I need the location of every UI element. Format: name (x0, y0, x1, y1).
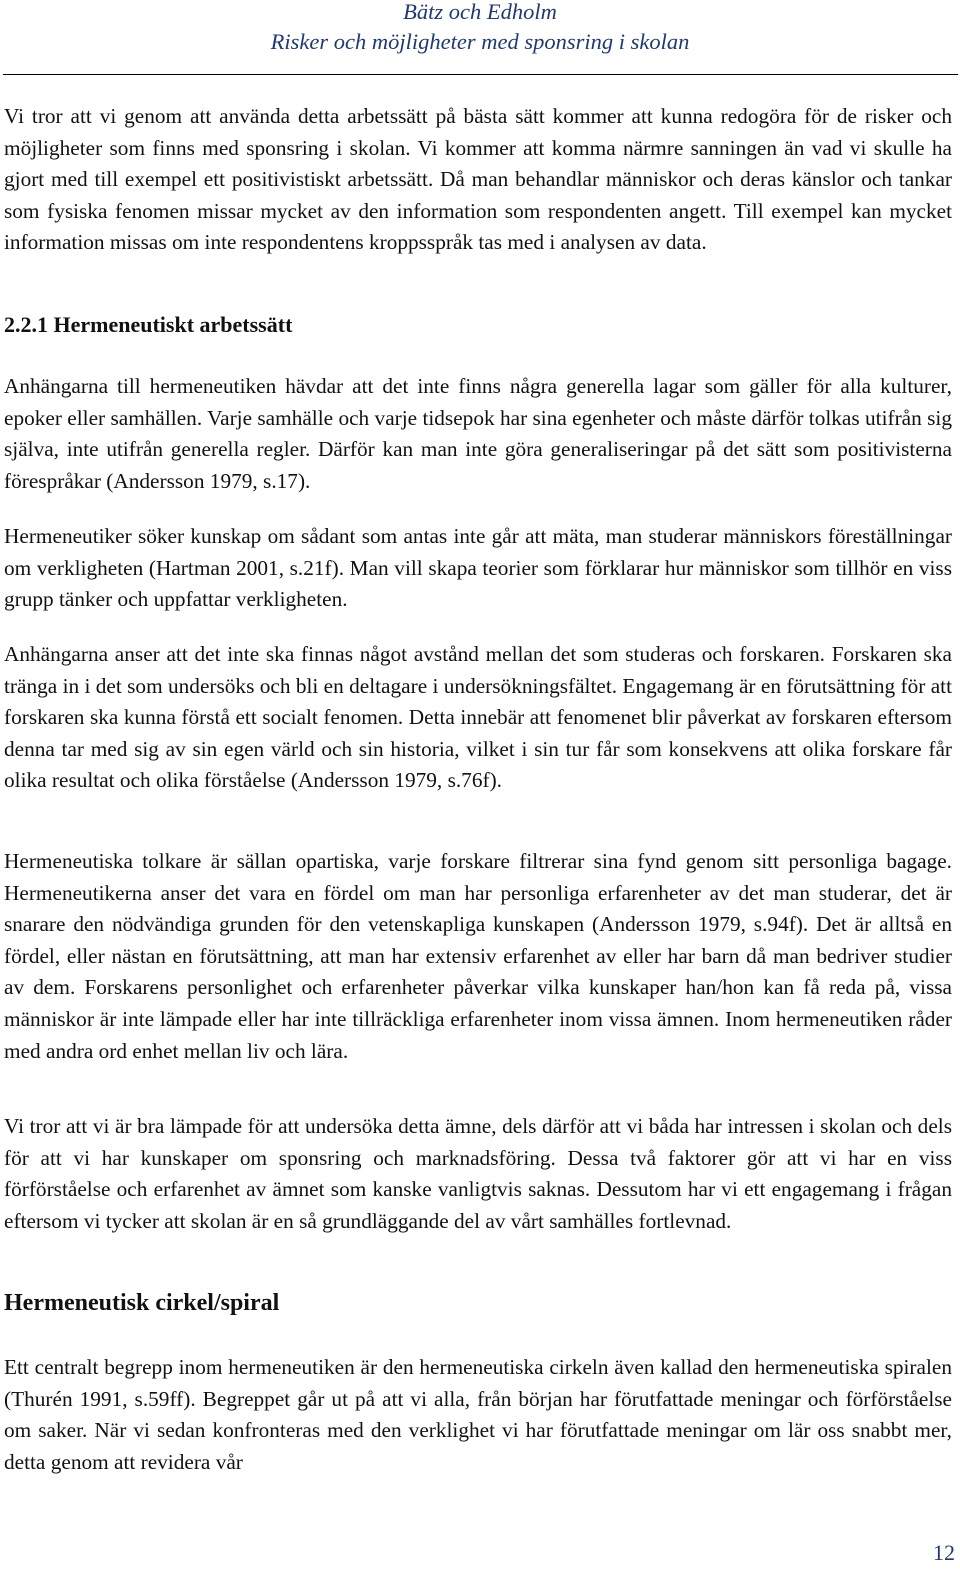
section-heading-hermeneutics: 2.2.1 Hermeneutiskt arbetssätt (4, 312, 293, 337)
paragraph-hermeneutics-laws: Anhängarna till hermeneutiken hävdar att det inte finns några generella lagar som gäller för alla kulturer, epoker eller samhällen. Varje samhälle och varje tidsepok har sina egenheter och måste därför tolkas utifrån sig själva, inte utifrån generella regler. Därför kan man inte göra generaliseringar på det sätt som positivisterna förespråkar (Andersson 1979, s.17). (4, 374, 952, 493)
header-rule (3, 74, 958, 75)
paragraph-method-intro: Vi tror att vi genom att använda detta arbetssätt på bästa sätt kommer att kunna redogöra för de risker och möjligheter som finns med sponsring i skolan. Vi kommer att komma närmre sanningen än vad vi skulle ha gjort med till exempel ett positivistiskt arbetssätt. Då man behandlar människor och deras känslor och tankar som fysiska fenomen missar mycket av den information som respondenten angett. Till exempel kan mycket information missas om inte respondentens kroppsspråk tas med i analysen av data. (4, 104, 952, 255)
paragraph-hermeneutics-knowledge: Hermeneutiker söker kunskap om sådant som antas inte går att mäta, man studerar människors föreställningar om verkligheten (Hartman 2001, s.21f). Man vill skapa teorier som förklarar hur människor som tillhör en viss grupp tänker och uppfattar verkligheten. (4, 524, 952, 612)
paragraph-interpreters: Hermeneutiska tolkare är sällan opartiska, varje forskare filtrerar sina fynd genom sitt personliga bagage. Hermeneutikerna anser det vara en fördel om man har personliga erfarenheter av det man studerar, det är snarare den nödvändiga grunden för den vetenskapliga kunskapen (Andersson 1979, s.94f). Det är alltså en fördel, eller nästan en förutsättning, att man har extensiv erfarenhet av eller har barn då man bedriver studier av dem. Forskarens personlighet och erfarenheter påverkar vilka kunskaper han/hon kan få reda på, vissa människor är inte lämpade eller har inte tillräckliga erfarenheter inom vissa ämnen. Inom hermeneutiken råder med andra ord enhet mellan liv och lära. (4, 849, 952, 1063)
paragraph-suitability: Vi tror att vi är bra lämpade för att undersöka detta ämne, dels därför att vi båda har intressen i skolan och dels för att vi har kunskaper om sponsring och marknadsföring. Dessa två faktorer gör att vi har en viss förförståelse och erfarenhet av ämnet som kanske vanligtvis saknas. Dessutom har vi ett engagemang i frågan eftersom vi tycker att skolan är en så grundläggande del av vårt samhälles fortlevnad. (4, 1114, 952, 1233)
paragraph-researcher-distance: Anhängarna anser att det inte ska finnas något avstånd mellan det som studeras och forskaren. Forskaren ska tränga in i det som undersöks och bli en deltagare i undersökningsfältet. Engagemang är en förutsättning för att forskaren ska kunna förstå ett socialt fenomen. Detta innebär att fenomenet blir påverkat av forskaren eftersom denna tar med sig av sin egen värld och sin historia, vilket i sin tur får som konsekvens att olika forskare får olika resultat och olika förståelse (Andersson 1979, s.76f). (4, 642, 952, 793)
page-number: 12 (933, 1540, 955, 1565)
header-authors: Bätz och Edholm (403, 0, 557, 24)
header-title: Risker och möjligheter med sponsring i skolan (270, 29, 690, 54)
paragraph-hermeneutic-circle: Ett centralt begrepp inom hermeneutiken är den hermeneutiska cirkeln även kallad den hermeneutiska spiralen (Thurén 1991, s.59ff). Begreppet går ut på att vi alla, från början har förutfattade meningar och förförståelse om saker. När vi sedan konfronteras med den verklighet vi har förutfattade meningar om lär oss snabbt mer, detta genom att revidera vår (4, 1355, 952, 1474)
subsection-heading-circle: Hermeneutisk cirkel/spiral (4, 1290, 280, 1316)
